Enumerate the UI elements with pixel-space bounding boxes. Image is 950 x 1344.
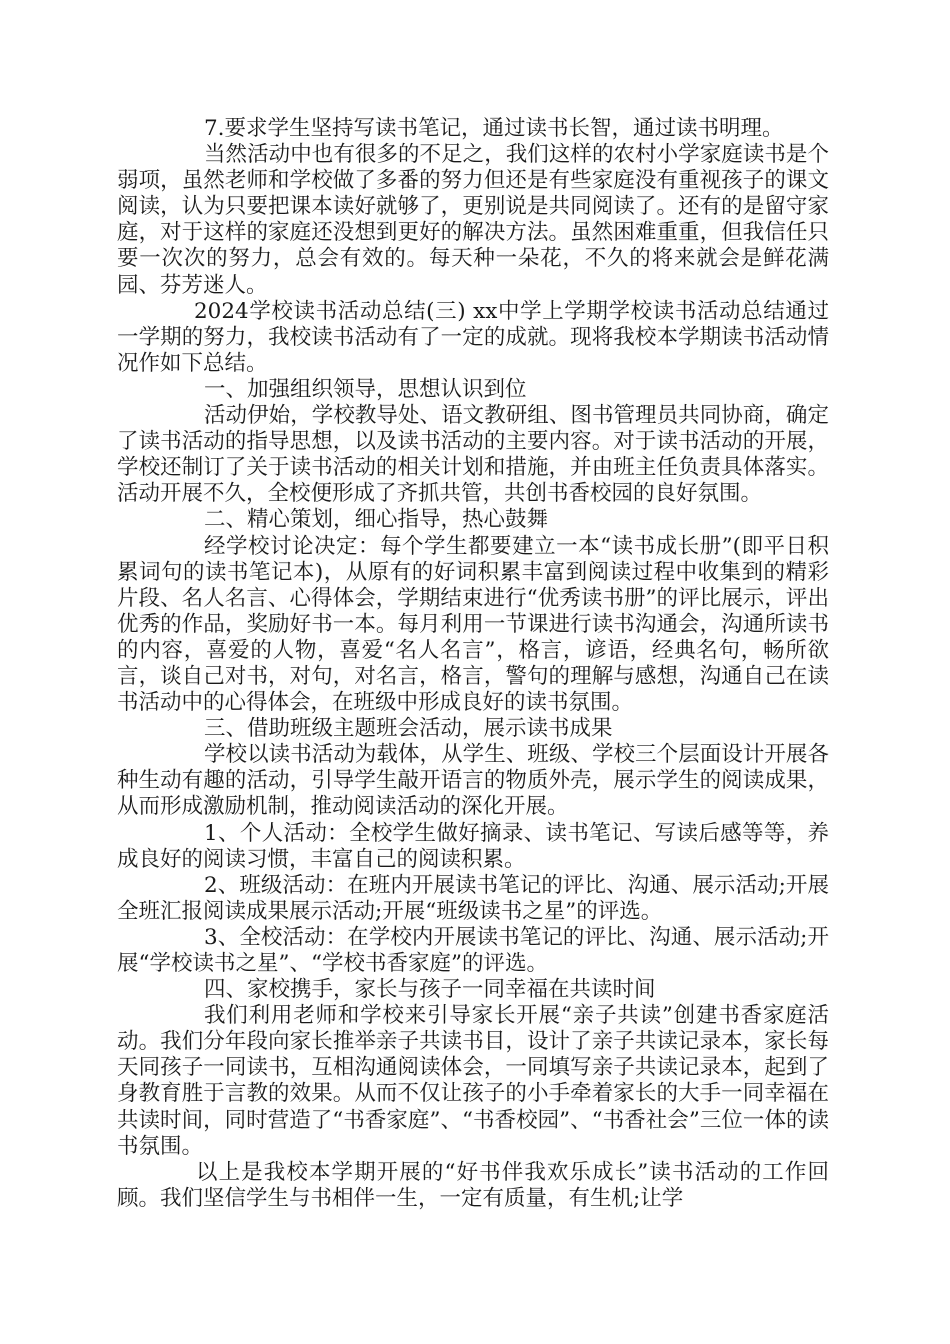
- list-item-individual: 1、个人活动：全校学生做好摘录、读书笔记、写读后感等等，养成良好的阅读习惯，丰富自己的阅读积累。: [117, 820, 829, 872]
- list-item-school: 3、全校活动：在学校内开展读书笔记的评比、沟通、展示活动;开展“学校读书之星”、“学校书香家庭”的评选。: [117, 924, 829, 976]
- section-heading-2: 二、精心策划，细心指导，热心鼓舞: [204, 507, 549, 533]
- paragraph-requirement-7: 7.要求学生坚持写读书笔记，通过读书长智，通过读书明理。: [204, 116, 784, 141]
- paragraph-family-reading: 我们利用老师和学校来引导家长开展“亲子共读”创建书香家庭活动。我们分年段向家长推举亲子共读书目，设计了亲子共读记录本，家长每天同孩子一同读书，互相沟通阅读体会，一同填写亲子共读记录本，起到了身教育胜于言教的效果。从而不仅让孩子的小手牵着家长的大手一同幸福在共读时间，同时营造了“书香家庭”、“书香校园”、“书香社会”三位一体的读书氛围。: [117, 1003, 829, 1159]
- paragraph-shortcomings: 当然活动中也有很多的不足之，我们这样的农村小学家庭读书是个弱项，虽然老师和学校做了多番的努力但还是有些家庭没有重视孩子的课文阅读，认为只要把课本读好就够了，更别说是共同阅读了。还有的是留守家庭，对于这样的家庭还没想到更好的解决方法。虽然困难重重，但我信任只要一次次的努力，总会有效的。每天种一朵花，不久的将来就会是鲜花满园、芬芳迷人。: [117, 142, 829, 298]
- paragraph-planning: 经学校讨论决定：每个学生都要建立一本“读书成长册”(即平日积累词句的读书笔记本)，从原有的好词积累丰富到阅读过程中收集到的精彩片段、名人名言、心得体会，学期结束进行“优秀读书册”的评比展示，评出优秀的作品，奖励好书一本。每月利用一节课进行读书沟通会，沟通所读书的内容，喜爱的人物，喜爱“名人名言”，格言，谚语，经典名句，畅所欲言，谈自己对书，对句，对名言，格言，警句的理解与感想，沟通自己在读书活动中的心得体会，在班级中形成良好的读书氛围。: [117, 533, 829, 716]
- document-page: [117, 116, 829, 1212]
- paragraph-summary-intro: 2024学校读书活动总结(三) xx中学上学期学校读书活动总结通过一学期的努力，我校读书活动有了一定的成就。现将我校本学期读书活动情况作如下总结。: [117, 298, 829, 376]
- section-heading-3: 三、借助班级主题班会活动，展示读书成果: [204, 716, 613, 742]
- paragraph-conclusion: 以上是我校本学期开展的“好书伴我欢乐成长”读书活动的工作回顾。我们坚信学生与书相伴一生，一定有质量，有生机;让学: [117, 1159, 829, 1211]
- paragraph-organization: 活动伊始，学校教导处、语文教研组、图书管理员共同协商，确定了读书活动的指导思想，以及读书活动的主要内容。对于读书活动的开展，学校还制订了关于读书活动的相关计划和措施，并由班主任负责具体落实。活动开展不久，全校便形成了齐抓共管，共创书香校园的良好氛围。: [117, 403, 829, 507]
- section-heading-4: 四、家校携手，家长与孩子一同幸福在共读时间: [204, 977, 656, 1003]
- list-item-class: 2、班级活动：在班内开展读书笔记的评比、沟通、展示活动;开展全班汇报阅读成果展示活动;开展“班级读书之星”的评选。: [117, 872, 829, 924]
- section-heading-1: 一、加强组织领导，思想认识到位: [204, 376, 527, 402]
- paragraph-activities: 学校以读书活动为载体，从学生、班级、学校三个层面设计开展各种生动有趣的活动，引导学生敲开语言的物质外壳，展示学生的阅读成果，从而形成激励机制，推动阅读活动的深化开展。: [117, 742, 829, 820]
